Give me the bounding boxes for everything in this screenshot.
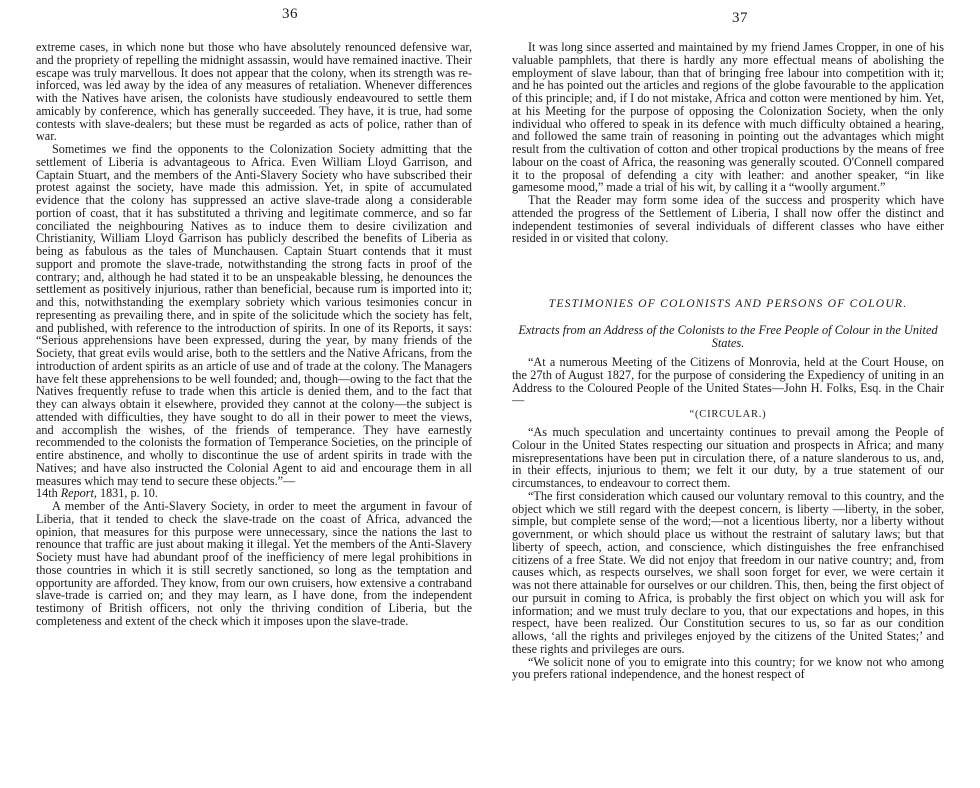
- paragraph: “As much speculation and uncertainty continues to prevail among the People of Colour in the United States respecting our situation and prospects in Africa; and many misrepresentations have been put in circulation there, of a nature slanderous to us, and, in their effects, injurious to them; we felt it our duty, by a true statement of our circumstances, to endeavour to correct them.: [512, 425, 944, 490]
- circular-label: “(CIRCULAR.): [689, 409, 767, 420]
- paragraph: A member of the Anti-Slavery Society, in order to meet the argument in favour of Liberia, that it tended to check the slave-trade on the coast of Africa, advanced the opinion, that measures for this purpose were unnecessary, since the nations the last to renounce that traffic are just about making it illegal. Yet the members of the Anti-Slavery Society must have had abundant proof of the inefficiency of mere legal prohibitions in those countries in which it is still secretly sanctioned, so long as the temptation and opportunity are afforded. They know, from our own cruisers, how extensive a contraband slave-trade is carried on; and they may learn, as I have done, from the independent testimony of British officers, not only the thriving condition of Liberia, but the completeness and extent of the check which it imposes upon the slave-trade.: [36, 499, 472, 628]
- paragraph: It was long since asserted and maintained by my friend James Cropper, in one of his valuable pamphlets, that there is hardly any more effectual means of abolishing the employment of slave labour, than that of bringing free labour into competition with it; and he has pointed out the articles and regions of the globe favourable to the application of this principle; and, if I do not mistake, Africa and cotton were mentioned by him. Yet, at his Meeting for the purpose of opposing the Colonization Society, when the only individual who offered to speak in its defence with much difficulty obtained a hearing, and followed the same train of reasoning in pointing out the advantages which might result from the cultivation of cotton and other tropical productions by the means of free labour on the coast of Africa, the reasoning was generally scouted. O'Connell compared it to the proposal of defending a city with leather: and another speaker, “in like gamesome mood,” made a trial of his wit, by calling it a “woolly argument.”: [512, 40, 944, 195]
- page-number: 36: [282, 6, 298, 22]
- paragraph: “We solicit none of you to emigrate into this country; for we know not who among you prefers rational independence, and the honest respect of: [512, 654, 944, 682]
- right-page: [490, 0, 980, 788]
- paragraph: “At a numerous Meeting of the Citizens of Monrovia, held at the Court House, on the 27th of August 1827, for the purpose of considering the Expediency of uniting in an Address to the Coloured People of the United States—John H. Folks, Esq. in the Chair—: [512, 355, 944, 408]
- citation-suffix: , 1831, p. 10.: [93, 486, 158, 501]
- paragraph: “The first consideration which caused our voluntary removal to this country, and the object which we still regard with the deepest concern, is liberty —liberty, in the sober, simple, but complete sense of the word;—not a licentious liberty, nor a liberty without government, or which should place us without the restraint of salutary laws; but that liberty of speech, action, and conscience, which distinguishes the free enfranchised citizens of a free State. We did not enjoy that freedom in our native country; and, from causes which, as respects ourselves, we shall soon forget for ever, we were certain it was not there attainable for ourselves or our children. This, then, being the first object of our pursuit in coming to Africa, is probably the first object on which you will ask for information; and we must truly declare to you, that our expectations and hopes, in this respect, have been realized. Our Constitution secures to us, so far as our condition allows, ‘all the rights and privileges enjoyed by the citizens of the United States;’ and these rights and privileges are ours.: [512, 488, 944, 656]
- paragraph: That the Reader may form some idea of the success and prosperity which have attended the progress of the Settlement of Liberia, I shall now offer the distinct and independent testimonies of several individuals of different classes who have either resided in or visited that colony.: [512, 193, 944, 246]
- subheading: Extracts from an Address of the Colonists to the Free People of Colour in the United States.: [518, 323, 938, 350]
- citation-italic: Report: [60, 486, 94, 501]
- page-number: 37: [732, 10, 748, 26]
- paragraph: extreme cases, in which none but those who have absolutely renounced defensive war, and the propriety of repelling the midnight assassin, would have remained inactive. Their escape was truly marvellous. It does not appear that the colony, when its strength was re-inforced, was led away by the idea of any measures of retaliation. Whenever differences with the Natives have arisen, the colonists have studiously endeavoured to settle them amicably by conference, which has generally succeeded. They have, it is true, had some contests with slave-dealers; but these must be regarded as acts of police, rather than of war.: [36, 40, 472, 144]
- paragraph: Sometimes we find the opponents to the Colonization Society admitting that the settlement of Liberia is advantageous to Africa. Even William Lloyd Garrison, and Captain Stuart, and the members of the Anti-Slavery Society who have subscribed their protest against the society, have made this admission. Yet, in spite of accumulated evidence that the colony has suppressed an active slave-trade along a considerable portion of coast, that it has substituted a thriving and legitimate commerce, and so far conciliated the neighbouring Natives as to induce them to desire civilization and Christianity, William Lloyd Garrison has publicly described the benefits of Liberia as being as fabulous as the tales of Munchausen. Captain Stuart contends that it must support and promote the slave-trade, notwithstanding the strong facts in proof of the contrary; and, although he had stated it to be an unspeakable blessing, he denounces the settlement as positively injurious, rather than beneficial, because rum is imported into it; and this, notwithstanding the exemplary sobriety which various tesimonies concur in representing as prevailing there, and in spite of the solicitude which the society has felt, and published, with reference to the introduction of spirits. In one of its Reports, it says: “Serious apprehensions have been expressed, during the year, by many friends of the Society, that great evils would arise, both to the settlers and the Native Africans, from the introduction of ardent spirits as an article of use and of trade at the colony. The Managers have felt these apprehensions to be well founded; and, though—owing to the fact that the Natives frequently refuse to trade when this article is denied them, and to the fact that they can always obtain it elsewhere, provided they cannot at the colony—the subject is attended with difficulties, they have sought to do all in their power to meet the views, and accomplish the wishes, of the friends of temperance. They have earnestly recommended to the colonists the formation of Temperance Societies, on the principle of entire abstinence, and wholly to discontinue the use of ardent spirits in trade with the Natives; and have also instructed the Colonial Agent to aid and encourage them in all measures which may tend to secure these objects.”—: [36, 142, 472, 488]
- section-heading: TESTIMONIES OF COLONISTS AND PERSONS OF COLOUR.: [548, 297, 908, 310]
- citation-prefix: 14th: [36, 486, 61, 501]
